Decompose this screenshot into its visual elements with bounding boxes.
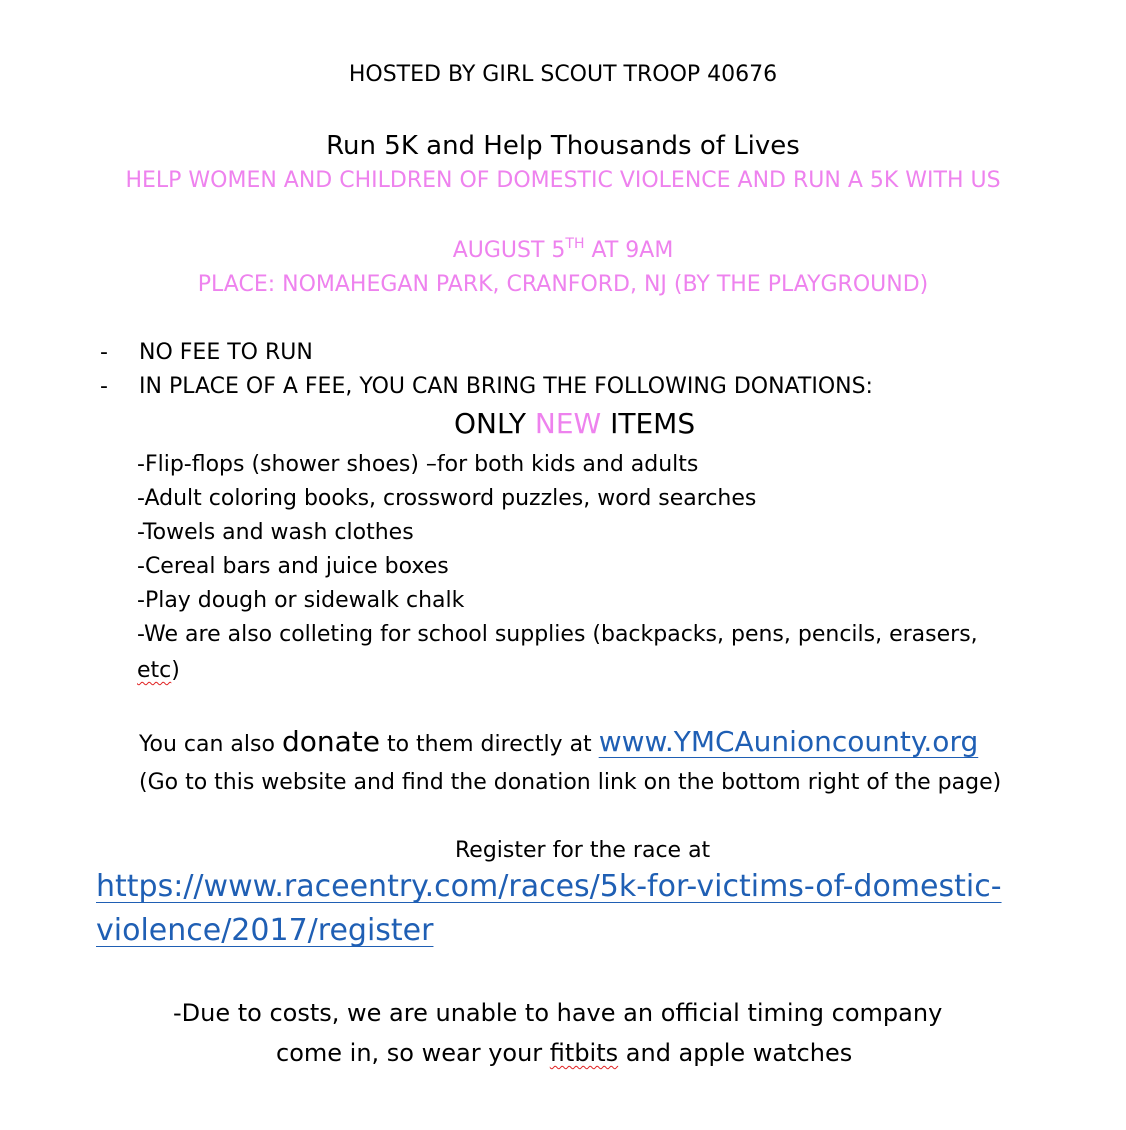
event-place: PLACE: NOMAHEGAN PARK, CRANFORD, NJ (BY THE PLAYGROUND) bbox=[197, 272, 929, 297]
donate-middle: to them directly at bbox=[379, 732, 599, 757]
timing-line1: -Due to costs, we are unable to have an official timing company bbox=[173, 999, 943, 1027]
list-item: -Flip-flops (shower shoes) –for both kids and adults bbox=[137, 452, 699, 477]
closing-paren: ) bbox=[171, 658, 180, 683]
date-prefix: AUGUST 5 bbox=[452, 238, 566, 263]
timing-prefix: come in, so wear your bbox=[276, 1039, 550, 1067]
new-word: NEW bbox=[534, 407, 602, 440]
register-link-continued[interactable]: violence/2017/register bbox=[96, 913, 434, 948]
list-item: -Cereal bars and juice boxes bbox=[137, 554, 449, 579]
list-item: -Adult coloring books, crossword puzzles, word searches bbox=[137, 486, 757, 511]
only-word: ONLY bbox=[454, 407, 535, 440]
register-link[interactable]: https://www.raceentry.com/races/5k-for-victims-of-domestic- bbox=[96, 869, 1002, 904]
timing-suffix: and apple watches bbox=[618, 1039, 853, 1067]
donate-line bbox=[139, 725, 979, 758]
register-link-line1[interactable] bbox=[96, 869, 1002, 904]
hosted-by-text: HOSTED BY GIRL SCOUT TROOP 40676 bbox=[348, 62, 778, 87]
date-suffix: TH bbox=[565, 236, 585, 252]
bullet-marker: - bbox=[100, 340, 108, 365]
items-heading bbox=[454, 407, 696, 440]
in-place-text: IN PLACE OF A FEE, YOU CAN BRING THE FOLLOWING DONATIONS: bbox=[139, 374, 873, 399]
date-time: AT 9AM bbox=[584, 238, 674, 263]
fitbits-word: fitbits bbox=[549, 1039, 619, 1067]
donate-word: donate bbox=[281, 725, 380, 758]
items-word: ITEMS bbox=[601, 407, 696, 440]
timing-line2 bbox=[276, 1041, 852, 1065]
list-item: -Towels and wash clothes bbox=[137, 520, 414, 545]
etc-word: etc bbox=[137, 658, 172, 683]
register-label: Register for the race at bbox=[455, 838, 711, 863]
donate-prefix: You can also bbox=[139, 732, 282, 757]
donate-note: (Go to this website and find the donation link on the bottom right of the page) bbox=[139, 770, 1002, 795]
bullet-marker: - bbox=[100, 374, 108, 399]
register-link-line2[interactable] bbox=[96, 913, 434, 948]
list-item: -We are also colleting for school supplies (backpacks, pens, pencils, erasers, bbox=[137, 622, 978, 647]
no-fee-text: NO FEE TO RUN bbox=[139, 340, 313, 365]
main-title: Run 5K and Help Thousands of Lives bbox=[326, 131, 800, 161]
event-date bbox=[0, 236, 1126, 263]
subtitle-text: HELP WOMEN AND CHILDREN OF DOMESTIC VIOLENCE AND RUN A 5K WITH US bbox=[125, 168, 1001, 193]
list-item-continued bbox=[137, 660, 180, 682]
list-item: -Play dough or sidewalk chalk bbox=[137, 588, 465, 613]
ymca-link[interactable]: www.YMCAunioncounty.org bbox=[598, 725, 979, 758]
